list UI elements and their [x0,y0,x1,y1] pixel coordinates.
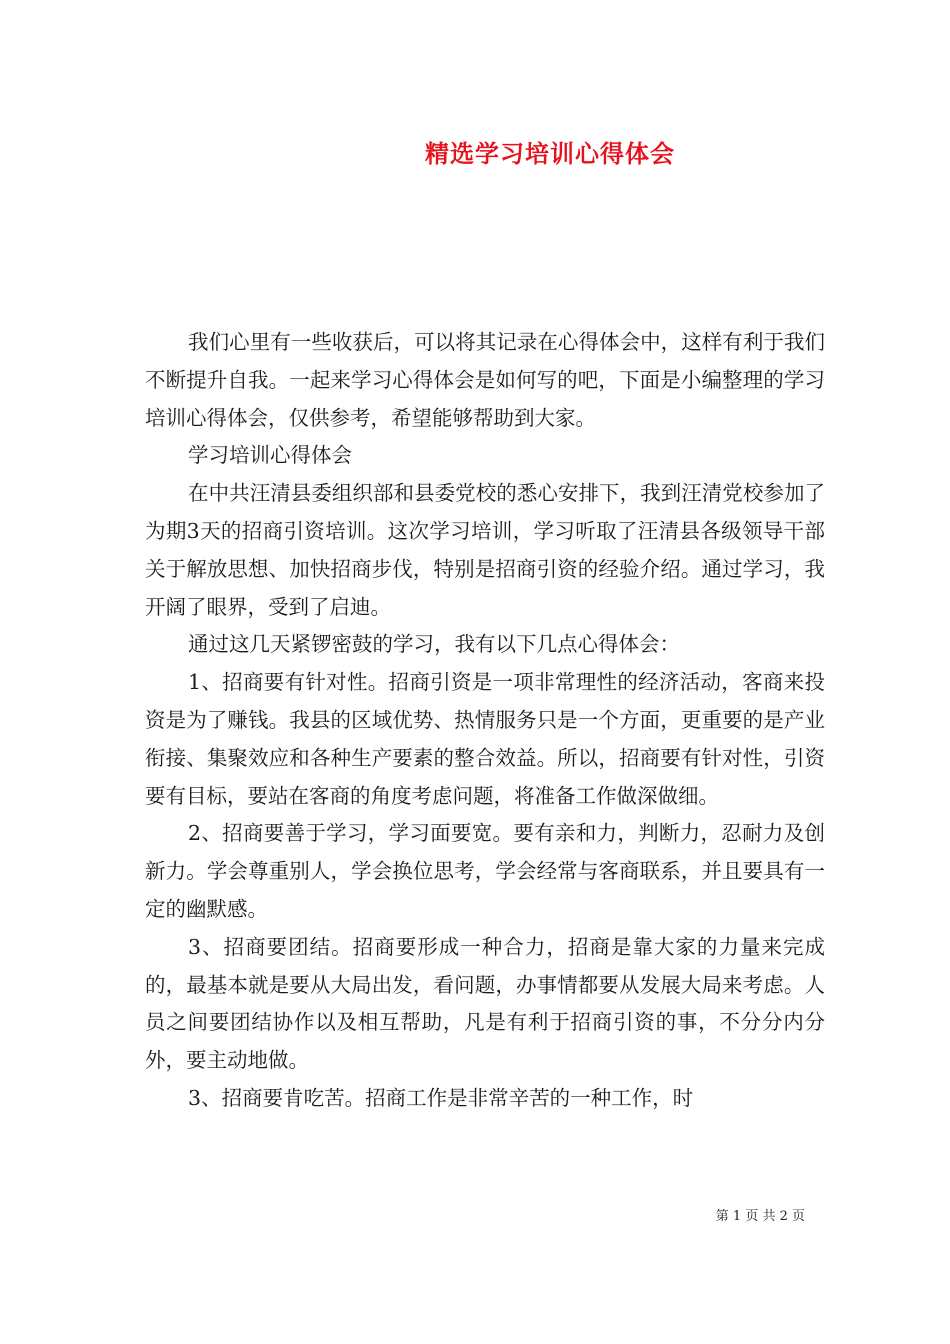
paragraph-point-4: 3、招商要肯吃苦。招商工作是非常辛苦的一种工作，时 [188,1085,694,1110]
paragraph-intro: 我们心里有一些收获后，可以将其记录在心得体会中，这样有利于我们不断提升自我。一起来学习心得体会是如何写的吧，下面是小编整理的学习培训心得体会，仅供参考，希望能够帮助到大家。 [145,330,825,430]
paragraph-lead-in: 通过这几天紧锣密鼓的学习，我有以下几点心得体会： [188,632,681,657]
document-body [145,324,825,1118]
paragraph-point-2: 2、招商要善于学习，学习面要宽。要有亲和力，判断力，忍耐力及创新力。学会尊重别人，学会换位思考，学会经常与客商联系，并且要具有一定的幽默感。 [145,821,825,921]
page-number: 第 1 页 共 2 页 [715,1209,805,1224]
paragraph-point-3: 3、招商要团结。招商要形成一种合力，招商是靠大家的力量来完成的，最基本就是要从大局出发，看问题，办事情都要从发展大局来考虑。人员之间要团结协作以及相互帮助，凡是有利于招商引资的事，不分分内分外，要主动地做。 [145,934,825,1073]
paragraph-background: 在中共汪清县委组织部和县委党校的悉心安排下，我到汪清党校参加了为期3天的招商引资培训。这次学习培训，学习听取了汪清县各级领导干部关于解放思想、加快招商步伐，特别是招商引资的经验介绍。通过学习，我开阔了眼界，受到了启迪。 [145,481,825,619]
paragraph-point-1: 1、招商要有针对性。招商引资是一项非常理性的经济活动，客商来投资是为了赚钱。我县的区域优势、热情服务只是一个方面，更重要的是产业衔接、集聚效应和各种生产要素的整合效益。所以，招商要有针对性，引资要有目标，要站在客商的角度考虑问题，将准备工作做深做细。 [145,670,825,808]
section-heading: 学习培训心得体会 [188,443,353,468]
document-title: 精选学习培训心得体会 [425,139,675,168]
